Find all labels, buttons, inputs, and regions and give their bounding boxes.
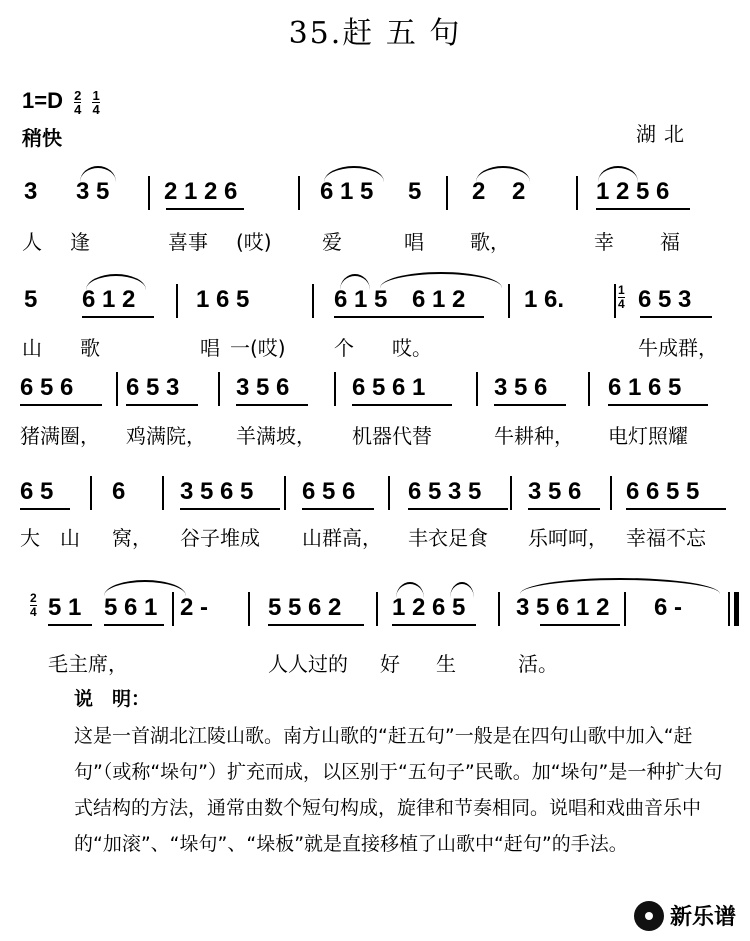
lyric: 丰衣足食 (408, 526, 488, 550)
note-group: 6 1 2 (82, 286, 136, 313)
barline (218, 372, 220, 406)
barline (388, 476, 390, 510)
note-group: 6 (112, 478, 126, 505)
note-group: 3 5 6 (528, 478, 582, 505)
lyric: 山群高， (302, 526, 382, 550)
beam-underline (408, 508, 508, 510)
slur (450, 582, 474, 598)
lyric: 羊满坡， (236, 424, 316, 448)
beam-underline (20, 404, 102, 406)
barline (248, 592, 250, 626)
beam-underline (640, 316, 712, 318)
barline (476, 372, 478, 406)
note-group: 5 6 1 (104, 594, 158, 621)
beam-underline (302, 508, 374, 510)
barline (312, 284, 314, 318)
lyric: (哎) (236, 230, 272, 254)
lyric: 人人过的 (268, 652, 348, 676)
lyric: 个 (334, 336, 354, 360)
notes-heading: 说 明： (74, 688, 151, 710)
beam-underline (48, 624, 92, 626)
note-group: 5 (24, 286, 38, 313)
lyric: 生 (436, 652, 456, 676)
lyric: 人 (22, 230, 42, 254)
beam-underline (268, 624, 364, 626)
score-row (0, 591, 750, 648)
note-group: 6 6 5 5 (626, 478, 700, 505)
note-group: 1 6 5 (196, 286, 250, 313)
lyric: 山 (60, 526, 80, 550)
barline (376, 592, 378, 626)
beam-underline (166, 208, 244, 210)
barline (446, 176, 448, 210)
barline (588, 372, 590, 406)
note-group: 2 (472, 178, 486, 205)
notes-paragraph: 这是一首湖北江陵山歌。南方山歌的“赶五句”一般是在四句山歌中加入“赶句”（或称“垛句”）扩充而成，以区别于“五句子”民歌。加“垛句”是一种扩大句式结构的方法，通常由数个短句构成，旋律和节奏相同。说唱和戏曲音乐中的“加滚”、“垛句”、“垛板”就是直接移植了山歌中“赶句”的手法。 (74, 725, 723, 855)
note-group: 6 - (654, 594, 683, 621)
barline (116, 372, 118, 406)
barline (284, 476, 286, 510)
lyric: 乐呵呵， (528, 526, 608, 550)
barline (576, 176, 578, 210)
beam-underline (334, 316, 484, 318)
lyrics-line (0, 522, 750, 550)
beam-underline (20, 508, 70, 510)
note-group: 3 5 6 (236, 374, 290, 401)
key-label: 1=D (22, 88, 63, 113)
final-barline (734, 592, 739, 626)
barline (498, 592, 500, 626)
lyric: 牛耕种， (494, 424, 574, 448)
lyric: 唱 (200, 336, 220, 360)
note-group: 2 1 2 6 (164, 178, 238, 205)
beam-underline (494, 404, 566, 406)
lyric: 大 (20, 526, 40, 550)
note-group: 3 5 6 5 (180, 478, 254, 505)
key-signature (22, 88, 100, 116)
note-group: 6 1 2 (412, 286, 466, 313)
barline (728, 592, 730, 626)
lyric: 猪满圈， (20, 424, 100, 448)
lyric: 歌 (80, 336, 100, 360)
note-group: 3 (24, 178, 38, 205)
note-group: 6 5 3 (126, 374, 180, 401)
note-group: 5 (408, 178, 422, 205)
barline (508, 284, 510, 318)
note-group: 6 5 (20, 478, 54, 505)
barline (298, 176, 300, 210)
note-group: 2 (512, 178, 526, 205)
barline (510, 476, 512, 510)
barline (176, 284, 178, 318)
time-change: 2 4 (30, 591, 37, 619)
lyric: 机器代替 (352, 424, 432, 448)
lyric: 电灯照耀 (608, 424, 688, 448)
beam-underline (352, 404, 452, 406)
time-signature-primary: $\frac{2}{4}$ (74, 87, 82, 117)
lyric: 福 (660, 230, 680, 254)
music-disc-icon (634, 901, 664, 931)
note-group: 6 5 6 1 (352, 374, 426, 401)
note-group: 1 2 6 5 (392, 594, 466, 621)
lyric: 窝， (112, 526, 152, 550)
time-change: 1 4 (618, 283, 625, 311)
barline (162, 476, 164, 510)
lyric: 幸福不忘 (626, 526, 706, 550)
note-group: 1 2 5 6 (596, 178, 670, 205)
barline (614, 284, 616, 318)
lyric: 逢 (70, 230, 90, 254)
lyric: 毛主席， (48, 652, 128, 676)
slur (476, 166, 530, 182)
note-group: 3 5 (76, 178, 110, 205)
beam-underline (392, 624, 476, 626)
lyrics-line (0, 226, 750, 254)
note-group: 6 1 6 5 (608, 374, 682, 401)
lyrics-line (0, 332, 750, 360)
beam-underline (104, 624, 164, 626)
lyric: 谷子堆成 (180, 526, 260, 550)
region-label: 湖北 (636, 122, 692, 146)
beam-underline (626, 508, 726, 510)
slur (340, 274, 370, 290)
slur (598, 166, 638, 182)
beam-underline (126, 404, 198, 406)
slur (324, 166, 384, 182)
tempo-marking: 稍快 (22, 126, 62, 150)
barline (172, 592, 174, 626)
beam-underline (82, 316, 154, 318)
lyric: 鸡满院， (126, 424, 206, 448)
lyric: 喜事 (168, 230, 208, 254)
barline (334, 372, 336, 406)
beam-underline (528, 508, 600, 510)
note-group: 5 1 (48, 594, 82, 621)
slur (380, 272, 502, 288)
note-group: 1 6. (524, 286, 565, 313)
barline (624, 592, 626, 626)
note-group: 3 5 6 (494, 374, 548, 401)
lyric: 山 (22, 336, 42, 360)
lyric: 活。 (518, 652, 558, 676)
beam-underline (596, 208, 690, 210)
lyric: 爱 (322, 230, 342, 254)
slur (80, 166, 116, 182)
beam-underline (180, 508, 280, 510)
note-group: 6 1 5 (334, 286, 388, 313)
lyric: 幸 (594, 230, 614, 254)
note-group: 5 5 6 2 (268, 594, 342, 621)
lyric: 哎。 (392, 336, 432, 360)
score-row (0, 178, 750, 232)
slur (396, 582, 424, 598)
slur (520, 578, 720, 594)
time-signature-secondary: $\frac{1}{4}$ (92, 87, 100, 117)
lyric: 唱 (404, 230, 424, 254)
page-title: 35.赶 五 句 (288, 16, 462, 51)
note-group: 2 - (180, 594, 209, 621)
site-logo (634, 900, 736, 931)
lyrics-line (0, 648, 750, 676)
lyric: 牛成群， (638, 336, 718, 360)
beam-underline (236, 404, 308, 406)
note-group: 6 5 3 5 (408, 478, 482, 505)
note-group: 6 5 6 (302, 478, 356, 505)
barline (148, 176, 150, 210)
beam-underline (540, 624, 620, 626)
lyrics-line (0, 420, 750, 448)
note-group: 6 1 5 (320, 178, 374, 205)
barline (610, 476, 612, 510)
lyric: 好 (380, 652, 400, 676)
logo-text: 新乐谱 (669, 905, 736, 930)
beam-underline (608, 404, 708, 406)
lyric: 一(哎) (230, 336, 286, 360)
slur (86, 274, 146, 290)
barline (90, 476, 92, 510)
note-group: 6 5 6 (20, 374, 74, 401)
lyric: 歌， (470, 230, 510, 254)
note-group: 3 5 6 1 2 (516, 594, 610, 621)
note-group: 6 5 3 (638, 286, 692, 313)
